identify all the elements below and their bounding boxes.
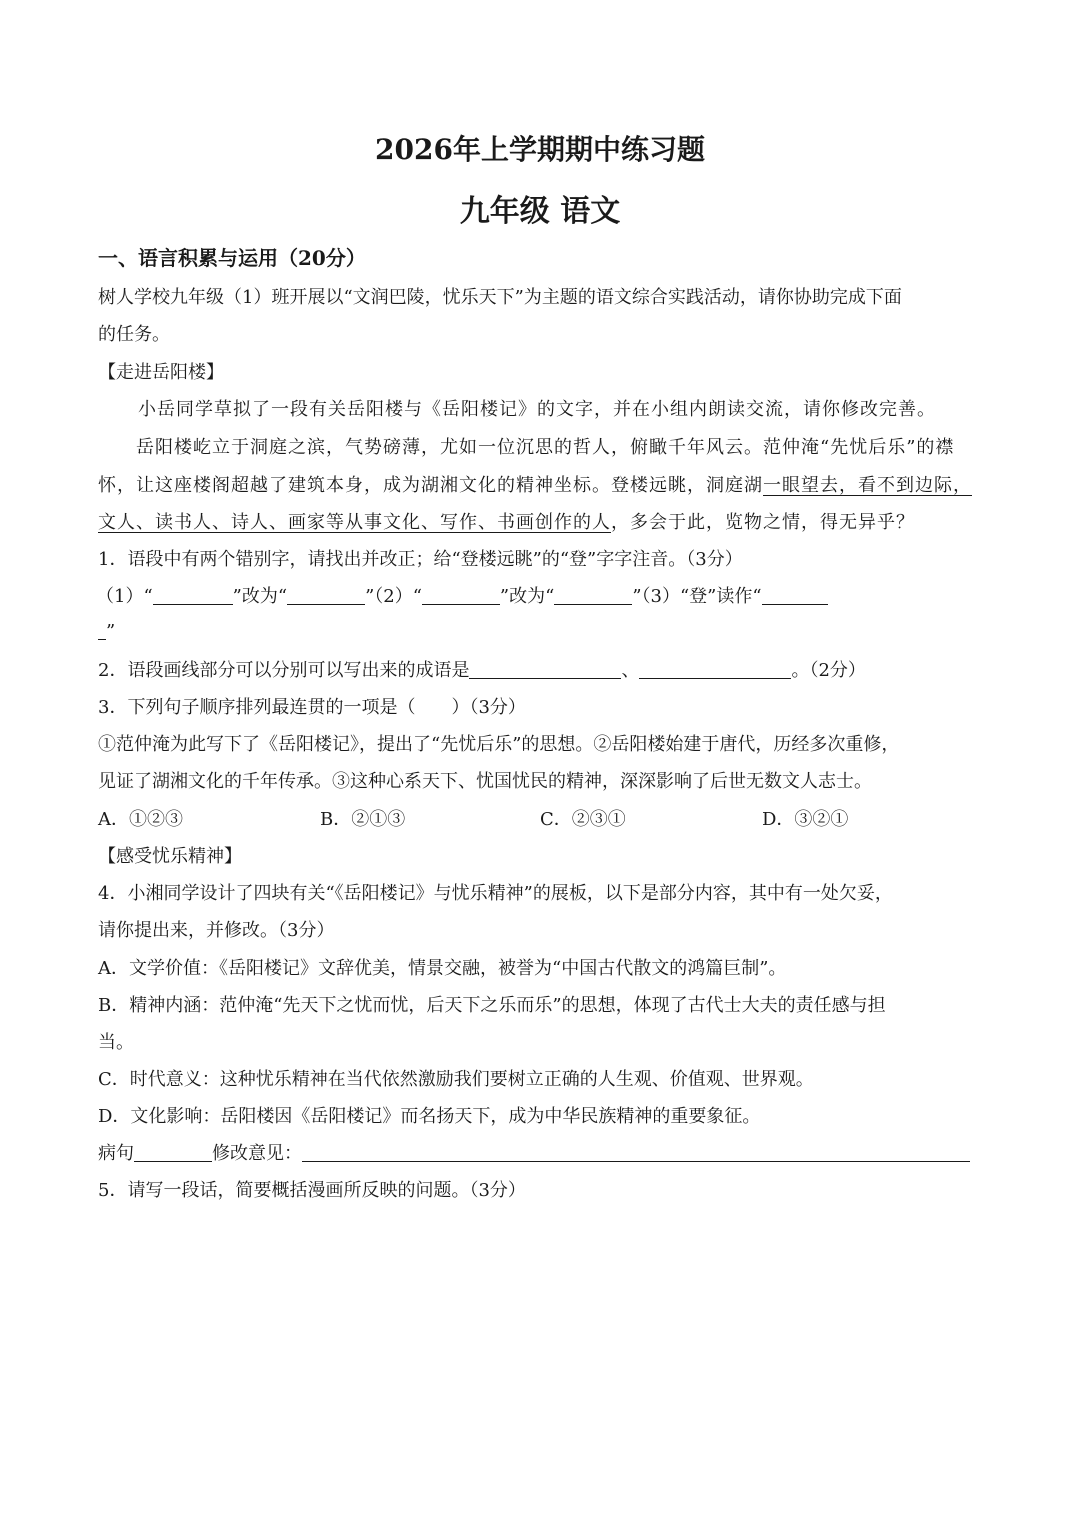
section-heading: 一、语言积累与运用（20分） xyxy=(98,246,366,270)
question-2-score: 。（2分） xyxy=(791,660,866,681)
question-1-blanks xyxy=(96,585,828,609)
answer-blank[interactable] xyxy=(153,586,233,605)
blank-label: ”改为“ xyxy=(499,586,555,607)
answer-blank[interactable] xyxy=(287,586,365,605)
underlined-phrase: 文人、读书人、诗人、画家等从事文化、写作、书画创作的人 xyxy=(98,512,611,533)
question-5-stem: 5．请写一段话，简要概括漫画所反映的问题。（3分） xyxy=(98,1180,526,1201)
question-3-text-cont: 见证了湖湘文化的千年传承。③这种心系天下、忧国忧民的精神，深深影响了后世无数文人志士。 xyxy=(98,771,872,792)
question-3-text: ①范仲淹为此写下了《岳阳楼记》，提出了“先忧后乐”的思想。②岳阳楼始建于唐代，历经多次重修， xyxy=(98,734,900,755)
intro-text-cont: 的任务。 xyxy=(98,324,170,345)
blank-label: ”（2）“ xyxy=(365,586,422,607)
question-3-stem: 3．下列句子顺序排列最连贯的一项是（ ）（3分） xyxy=(98,697,526,718)
question-2-stem: 2．语段画线部分可以分别可以写出来的成语是 xyxy=(98,660,470,681)
exam-subtitle: 九年级 语文 xyxy=(459,194,621,229)
answer-blank[interactable] xyxy=(762,586,828,605)
part-label-visit: 【走进岳阳楼】 xyxy=(98,362,224,383)
question-4-option-a: A．文学价值：《岳阳楼记》文辞优美，情景交融，被誉为“中国古代散文的鸿篇巨制”。 xyxy=(98,958,787,979)
question-2 xyxy=(98,659,866,683)
question-4-stem: 4．小湘同学设计了四块有关“《岳阳楼记》与忧乐精神”的展板，以下是部分内容，其中有一处欠妥， xyxy=(98,883,893,904)
passage-text: ，多会于此，览物之情，得无异乎？ xyxy=(611,512,915,533)
answer-blank[interactable] xyxy=(422,586,500,605)
underlined-phrase: 一眼望去，看不到边际， xyxy=(763,475,972,496)
question-4-answer-row xyxy=(98,1142,970,1166)
question-4-stem-cont: 请你提出来，并修改。（3分） xyxy=(98,920,335,941)
blank-label: ”（3）“登”读作“ xyxy=(632,586,762,607)
passage-intro: 小岳同学草拟了一段有关岳阳楼与《岳阳楼记》的文字，并在小组内朗读交流，请你修改完善。 xyxy=(138,399,936,420)
passage-line xyxy=(98,474,972,498)
answer-label: 修改意见： xyxy=(212,1143,302,1164)
part-label-spirit: 【感受忧乐精神】 xyxy=(98,846,242,867)
option-d[interactable]: D．③②① xyxy=(762,809,849,830)
blank-separator: 、 xyxy=(621,660,640,681)
answer-blank[interactable] xyxy=(554,586,632,605)
blank-label: ”改为“ xyxy=(232,586,288,607)
answer-blank[interactable] xyxy=(639,660,791,679)
question-1-blank-tail xyxy=(98,620,115,644)
option-a[interactable]: A．①②③ xyxy=(98,809,183,830)
blank-label: ” xyxy=(106,621,116,642)
option-b[interactable]: B．②①③ xyxy=(320,809,406,830)
answer-blank[interactable] xyxy=(98,621,106,640)
passage-line xyxy=(98,511,915,535)
passage-text: 怀，让这座楼阁超越了建筑本身，成为湖湘文化的精神坐标。登楼远眺，洞庭湖 xyxy=(98,475,763,496)
passage-line: 岳阳楼屹立于洞庭之滨，气势磅薄，尤如一位沉思的哲人，俯瞰千年风云。范仲淹“先忧后乐”的襟 xyxy=(136,437,955,458)
blank-label: （1）“ xyxy=(96,586,153,607)
question-4-option-b-cont: 当。 xyxy=(98,1032,134,1053)
question-4-option-d: D．文化影响：岳阳楼因《岳阳楼记》而名扬天下，成为中华民族精神的重要象征。 xyxy=(98,1106,761,1127)
answer-blank[interactable] xyxy=(469,660,621,679)
answer-label: 病句 xyxy=(98,1143,134,1164)
intro-text: 树人学校九年级（1）班开展以“文润巴陵，忧乐天下”为主题的语文综合实践活动，请你协助完成下面 xyxy=(98,287,902,308)
option-c[interactable]: C．②③① xyxy=(540,809,626,830)
question-4-option-b: B．精神内涵：范仲淹“先天下之忧而忧，后天下之乐而乐”的思想，体现了古代士大夫的责任感与担 xyxy=(98,995,886,1016)
question-1-stem: 1．语段中有两个错别字，请找出并改正；给“登楼远眺”的“登”字字注音。（3分） xyxy=(98,549,743,570)
answer-blank[interactable] xyxy=(302,1143,970,1162)
exam-title: 2026年上学期期中练习题 xyxy=(375,133,705,166)
question-4-option-c: C．时代意义：这种忧乐精神在当代依然激励我们要树立正确的人生观、价值观、世界观。 xyxy=(98,1069,814,1090)
answer-blank[interactable] xyxy=(134,1143,212,1162)
